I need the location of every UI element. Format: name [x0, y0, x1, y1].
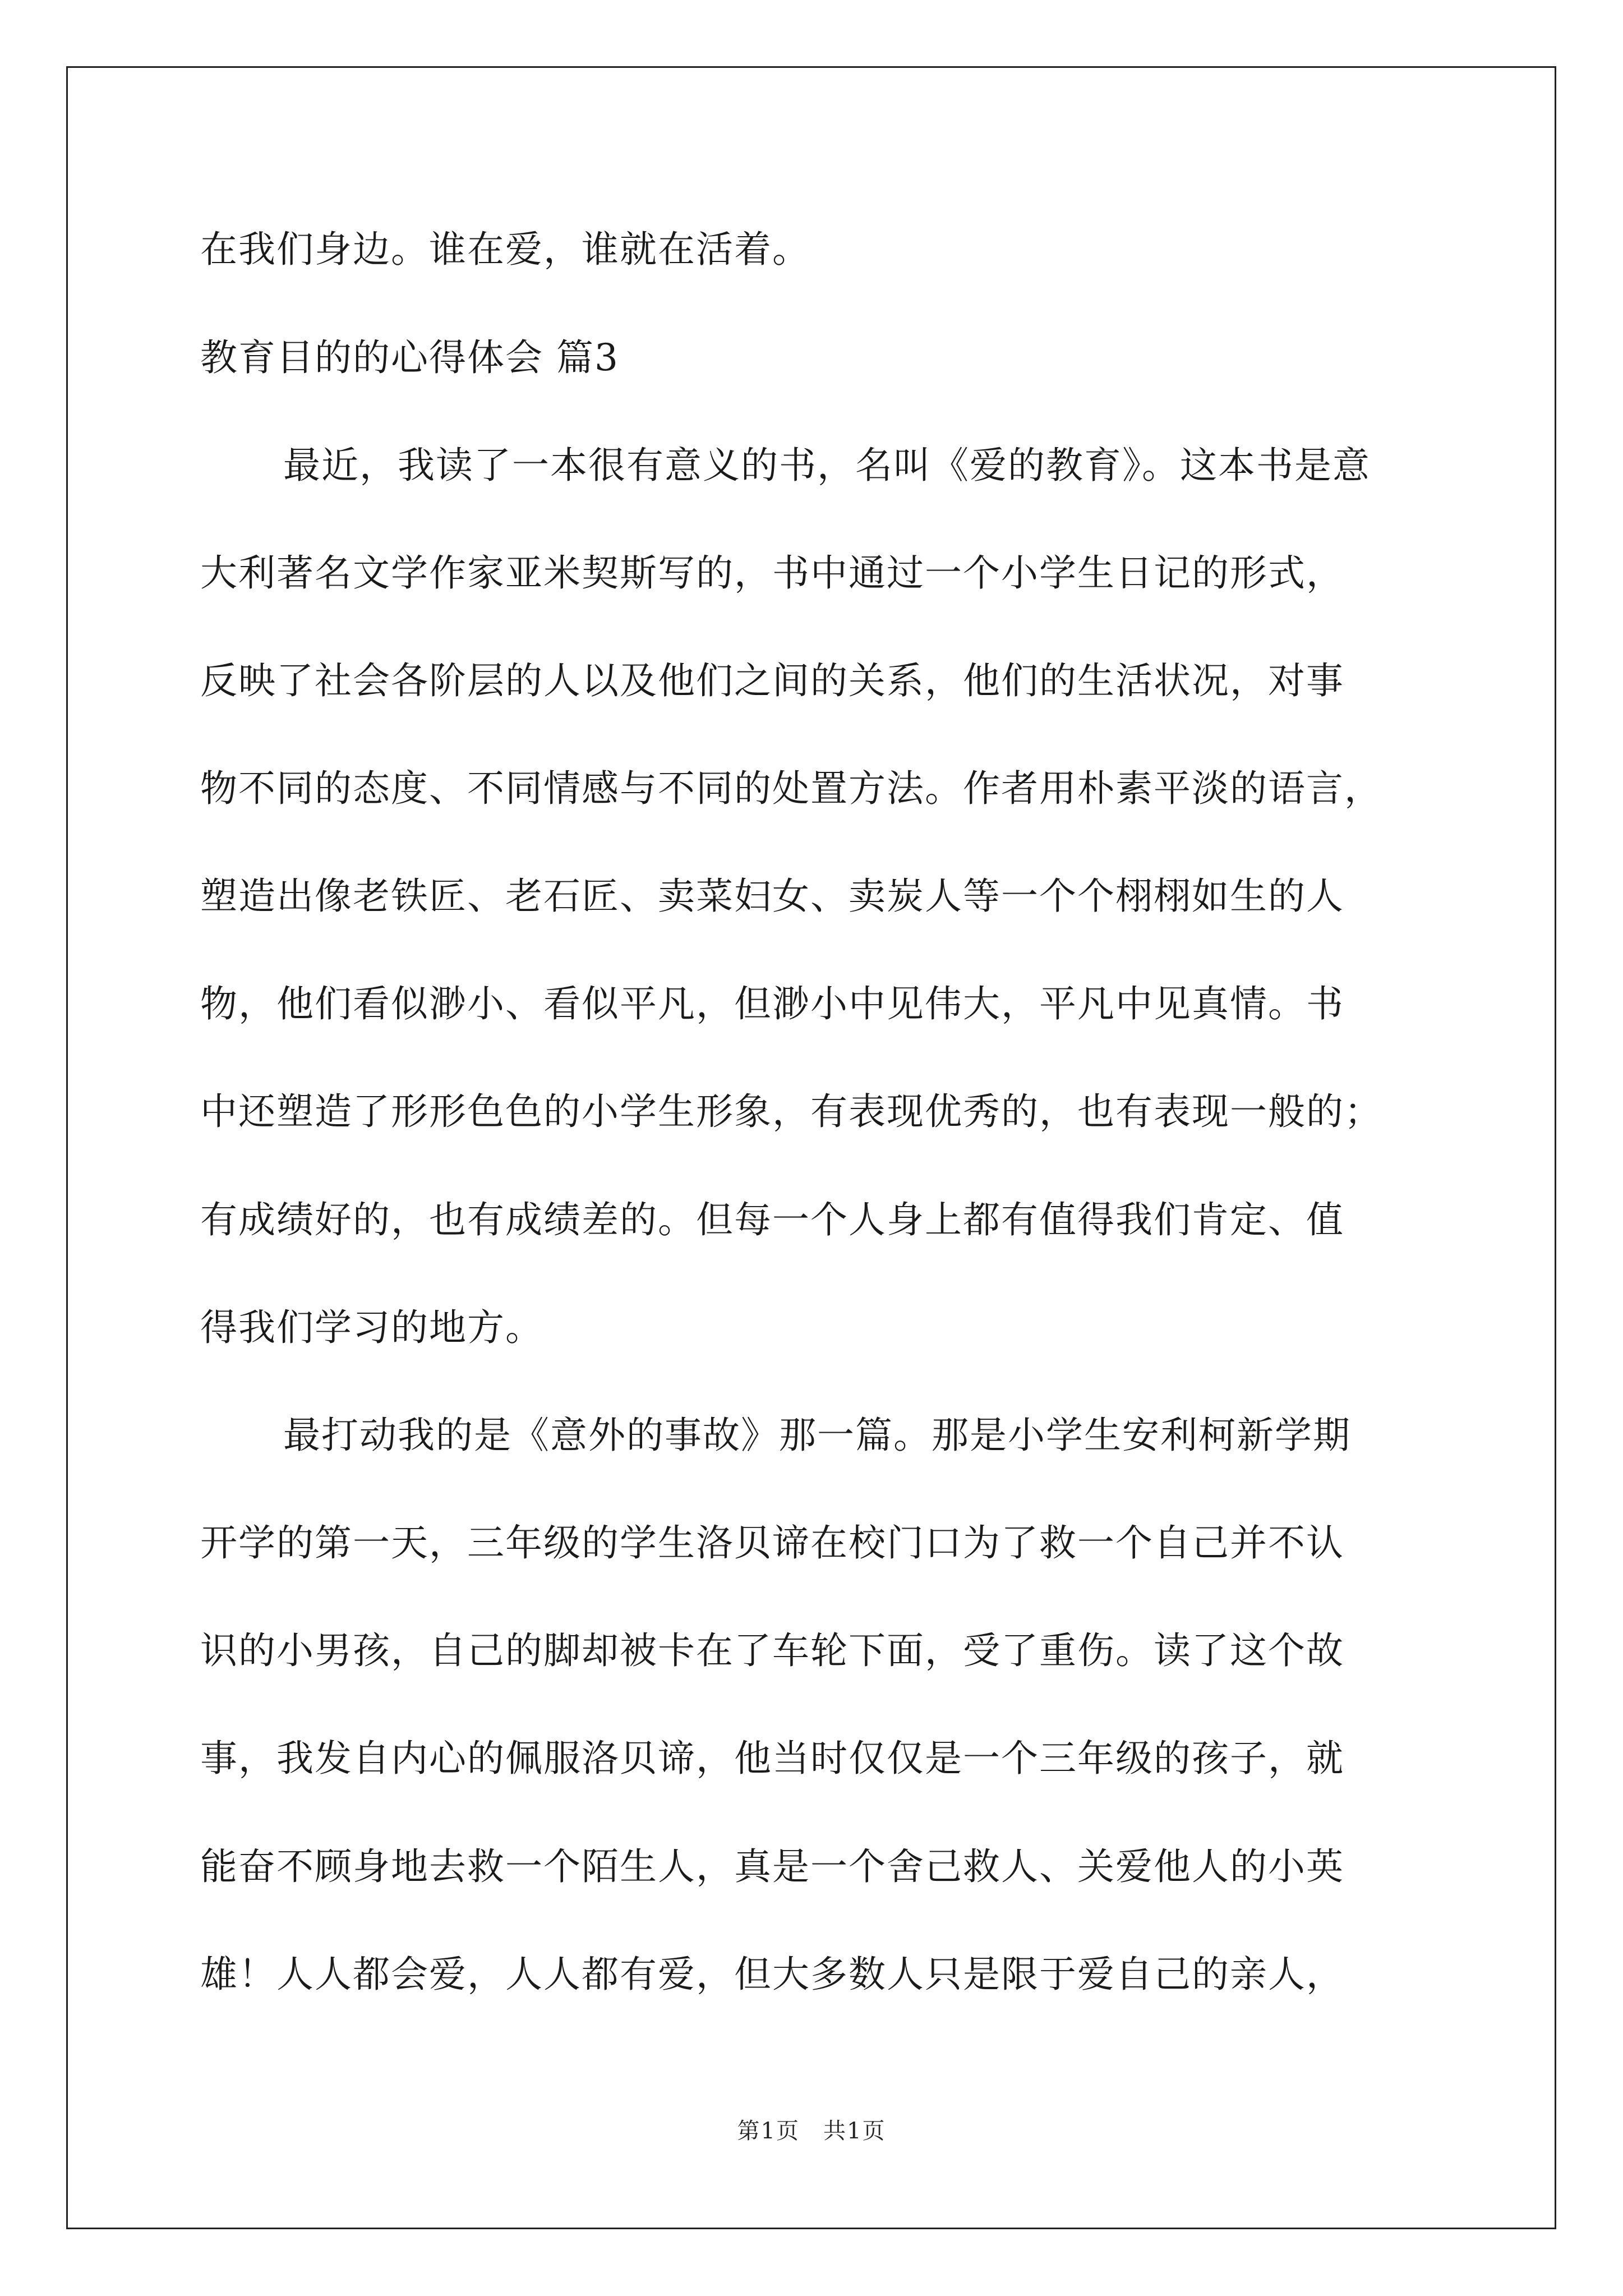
page-border — [66, 66, 1556, 2229]
paragraph-1-line-4: 物不同的态度、不同情感与不同的处置方法。作者用朴素平淡的语言， — [200, 767, 1382, 810]
paragraph-1-line-1: 最近，我读了一本很有意义的书，名叫《爱的教育》。这本书是意 — [283, 444, 1371, 487]
paragraph-2-line-5: 能奋不顾身地去救一个陌生人，真是一个舍己救人、关爱他人的小英 — [200, 1845, 1344, 1888]
paragraph-1-line-5: 塑造出像老铁匠、老石匠、卖菜妇女、卖炭人等一个个栩栩如生的人 — [200, 875, 1344, 918]
paragraph-2-line-1: 最打动我的是《意外的事故》那一篇。那是小学生安利柯新学期 — [283, 1414, 1351, 1457]
paragraph-1-line-6: 物，他们看似渺小、看似平凡，但渺小中见伟大，平凡中见真情。书 — [200, 982, 1344, 1025]
paragraph-2-line-4: 事，我发自内心的佩服洛贝谛，他当时仅仅是一个三年级的孩子，就 — [200, 1737, 1344, 1780]
paragraph-2-line-2: 开学的第一天，三年级的学生洛贝谛在校门口为了救一个自己并不认 — [200, 1521, 1344, 1565]
paragraph-2-line-3: 识的小男孩，自己的脚却被卡在了车轮下面，受了重伤。读了这个故 — [200, 1629, 1344, 1672]
paragraph-1-line-8: 有成绩好的，也有成绩差的。但每一个人身上都有值得我们肯定、值 — [200, 1198, 1344, 1241]
paragraph-1-line-2: 大利著名文学作家亚米契斯写的，书中通过一个小学生日记的形式， — [200, 551, 1344, 595]
text-line-1: 在我们身边。谁在爱，谁就在活着。 — [200, 228, 810, 271]
page-number-footer: 第1页 共1页 — [737, 2118, 886, 2144]
paragraph-1-line-3: 反映了社会各阶层的人以及他们之间的关系，他们的生活状况，对事 — [200, 659, 1344, 702]
paragraph-1-line-7: 中还塑造了形形色色的小学生形象，有表现优秀的，也有表现一般的； — [200, 1090, 1382, 1133]
paragraph-1-line-9: 得我们学习的地方。 — [200, 1306, 543, 1349]
paragraph-2-line-6: 雄！人人都会爱，人人都有爱，但大多数人只是限于爱自己的亲人， — [200, 1953, 1344, 1996]
section-heading: 教育目的的心得体会 篇3 — [200, 336, 619, 379]
